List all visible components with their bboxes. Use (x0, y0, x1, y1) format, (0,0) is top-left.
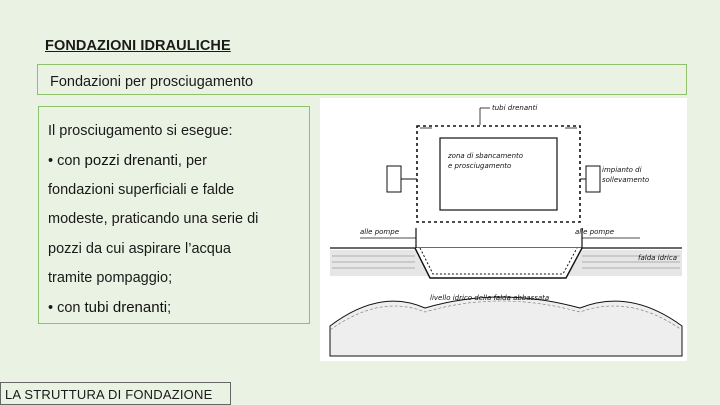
line-suffix: ; (167, 300, 172, 316)
line-suffix: , per (177, 153, 207, 169)
drainage-diagram (320, 98, 687, 361)
drain-pipe-loop (417, 126, 580, 222)
label-impianto-1: impianto di (602, 166, 642, 174)
footer-box (0, 382, 231, 405)
subtitle-text: Fondazioni per prosciugamento (50, 74, 254, 90)
label-tubi-drenanti: tubi drenanti (492, 104, 538, 112)
label-livello-idrico: livello idrico della falda abbassata (430, 294, 550, 302)
body-line-3: fondazioni superficiali e falde (48, 182, 235, 198)
label-pompe-right: alle pompe (575, 228, 615, 236)
label-zona-1: zona di sbancamento (448, 152, 524, 160)
subtitle-box (37, 64, 687, 95)
excavation-zone (440, 138, 557, 210)
bullet-prefix: • con (48, 300, 85, 316)
footer-text: LA STRUTTURA DI FONDAZIONE (5, 387, 213, 402)
body-line-4: modeste, praticando una serie di (48, 211, 259, 227)
drainage-diagram-svg (320, 98, 687, 361)
highlight-tubi-drenanti: tubi drenanti (84, 299, 168, 316)
label-pompe-left: alle pompe (360, 228, 400, 236)
slide-title: FONDAZIONI IDRAULICHE (45, 38, 231, 54)
label-falda-idrica: falda idrica (638, 254, 678, 262)
label-impianto-2: sollevamento (602, 176, 650, 184)
section-view (330, 228, 682, 356)
body-line-7 (48, 299, 171, 316)
body-line-6: tramite pompaggio; (48, 270, 173, 286)
pump-station-left (387, 166, 401, 192)
highlight-pozzi-drenanti: pozzi drenanti (84, 152, 178, 169)
body-line-2 (48, 152, 207, 169)
body-line-5: pozzi da cui aspirare l’acqua (48, 241, 231, 257)
label-zona-2: e prosciugamento (448, 162, 512, 170)
body-line-1: Il prosciugamento si esegue: (48, 123, 233, 139)
body-text-box (38, 106, 310, 324)
lowered-water-table (330, 297, 682, 356)
bullet-prefix: • con (48, 153, 85, 169)
pump-station-right (586, 166, 600, 192)
